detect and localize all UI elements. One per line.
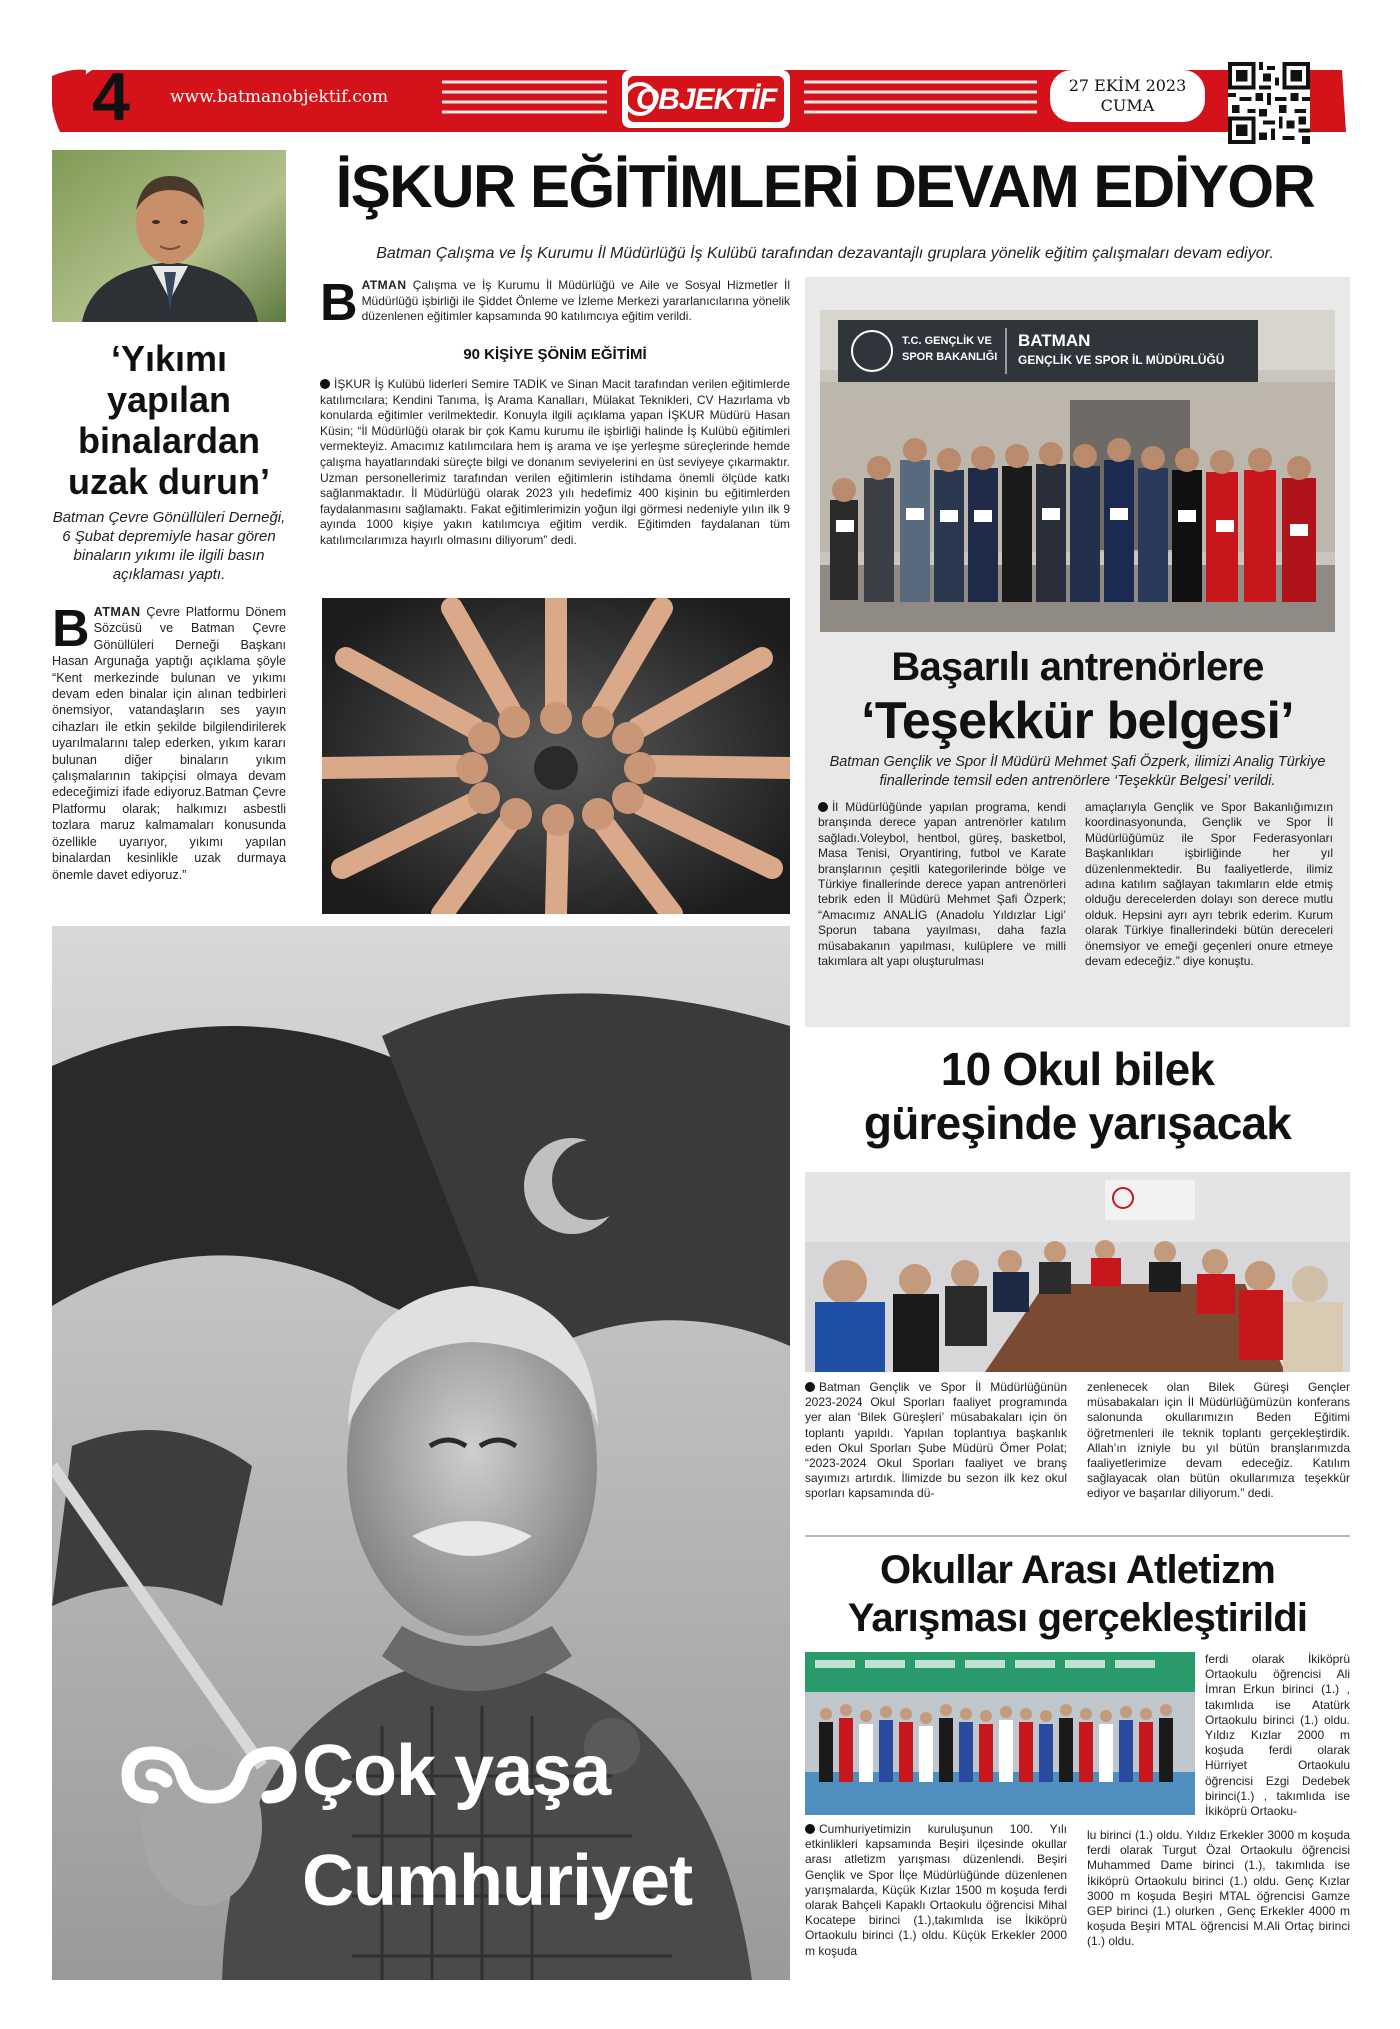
body-text: Cumhuriyetimizin kuruluşunun 100. Yılı etkinlikleri kapsamında Beşiri ilçesinde okullar arası atletizm yarışması düzenlendi. Beşiri Gençlik ve Spor İlçe Müdürlüğünde düzenlenen yarışmalarda, Küçük Kızlar 1500 m koşuda ferdi olarak Bahçeli Kapaklı Ortaokulu öğrencisi Mihal Kocatepe birinci (1.),takımlıda ise İkiköprü Ortaokulu birinci (1.) oldu. Küçük Erkekler 2000 m koşuda xyxy=(805,1822,1067,1958)
bank-logo-icon xyxy=(118,1735,298,1825)
page-number: 4 xyxy=(92,59,130,135)
wrist-body-col2: zenlenecek olan Bilek Güreşi Gençler müsabakaları için İl Müdürlüğümüzün konferans salonunda okullarımızın Beden Eğitimi öğretmenleri ile teknik toplantı gerçekleştirdik. Allah’ın izniyle bu yıl bütün branşlarımızda faaliyetlerimize devam edeceğiz. Katılım sağlayacak olan bütün okullarımıza teşekkür ediyor ve başarılar diliyorum.” dedi. xyxy=(1087,1380,1350,1501)
wrist-headline-line: güreşinde yarışacak xyxy=(863,1097,1292,1149)
main-headline: İŞKUR EĞİTİMLERİ DEVAM EDİYOR xyxy=(335,153,1315,220)
drop-cap: B xyxy=(320,274,358,332)
qr-code-icon[interactable] xyxy=(1228,62,1310,144)
logo-text: OBJEKTİF xyxy=(635,83,777,116)
lead-caps: ATMAN xyxy=(93,605,141,619)
left-story-subheadline: Batman Çevre Gönüllüleri Derneği, 6 Şubat depremiyle hasar gören binaların yıkımı ile ilgili basın açıklaması yaptı. xyxy=(52,509,286,583)
coach-body-col1 xyxy=(818,800,1066,969)
lead-caps: ATMAN xyxy=(361,278,407,292)
meeting-room-photo xyxy=(805,1172,1350,1372)
section-divider xyxy=(805,1535,1350,1537)
coach-subheadline: Batman Gençlik ve Spor İl Müdürü Mehmet Şafi Özperk, ilimizi Analig Türkiye finallerinde temsil eden antrenörlere ‘Teşekkür Belgesi’ verildi. xyxy=(829,754,1326,789)
main-subhead: 90 KİŞİYE ŞÖNİM EĞİTİMİ xyxy=(463,346,647,363)
athletics-headline xyxy=(805,1546,1350,1642)
bullet-icon xyxy=(805,1382,815,1392)
athletics-body-side: ferdi olarak İkiköprü Ortaokulu öğrencisi Ali İmran Erkun birinci (1.) , takımlıda ise Atatürk Ortaokulu birinci (1.) oldu. Yıldız Kızlar 2000 m koşuda ferdi olarak Hürriyet Ortaokulu öğrencisi Ezgi Dedebek birinci(1.) , takımlıda ise İkiköprü Ortaoku- xyxy=(1205,1652,1350,1819)
main-body xyxy=(320,377,790,549)
body-text: İŞKUR İş Kulübü liderleri Semire TADİK ve Sinan Macit tarafından verilen eğitimlerde katılımcılara; Kendini Tanıma, İş Arama Kanalları, Mülakat Teknikleri, CV Hazırlama vb konularda eğitimler verilmektedir. Konuyla ilgili açıklama yapan İŞKUR Müdürü Hasan Küsin; “İl Müdürlüğü olarak bir çok Kamu kurumu ile işbirliği halinde İş Kulübü eğitimleri vermekteyiz. Amacımız katılımcılara hem iş arama ve işe yerleşme süreçlerinde hemde çalışma hayatlarındaki süreçte bilgi ve donanım seviyelerini en üst seviyeye çıkarmaktır. Uzman personellerimiz tarafından verilen eğitimlerin istihdama önemli ölçüde katkı sağlanmaktadır. İl Müdürlüğü olarak 2023 yılı hedefimiz 400 kişinin bu eğitimlerden faydalanmasını sağlamaktı. Fakat eğitimlerimizin yoğun ilgi görmesi nedeniyle yılın ilk 9 ayında 1000 kişiye yakın katılımcıya eğitim verdik. Eğitimden faydalanan tüm katılımcılarımıza hayırlı olmasını diliyorum” dedi. xyxy=(320,377,790,547)
building-sign-text: SPOR BAKANLIĞI xyxy=(902,351,998,363)
building-sign-text: GENÇLİK VE SPOR İL MÜDÜRLÜĞÜ xyxy=(1018,353,1225,367)
body-text: Çevre Platformu Dönem Sözcüsü ve Batman Çevre Gönüllüleri Derneği Başkanı Hasan Argunağa yaptığı açıklama şöyle “Kent merkezinde bulunan ve yıkımı devam eden binalar için alınan tedbirleri önemsiyor, vatandaşların ses yayın cihazları ile etkin şekilde bilgilendirilerek uyarılmalarını talep ederken, yıkım kararı bulunan diğer binaların yıkım çalışmalarının takipçisi olmaya devam edeceğimizi ifade ediyoruz.Batman Çevre Platformu olarak; halkımızı asbestli tozlara maruz kalmamaları konusunda özellikle uyarıyor, yıkımı yapılan binalardan kesinlikle uzak durmaya önemle davet ediyoruz.” xyxy=(52,605,286,882)
coach-headline xyxy=(805,643,1350,751)
body-text: İl Müdürlüğünde yapılan programa, kendi branşında derece yapan antrenörler katılım sağladı.Voleybol, hentbol, güreş, basketbol, Masa Tenisi, Oryantiring, futbol ve Karate branşlarının çeşitli kategorilerinde bölge ve Türkiye finallerinde derece yapan antrenörleri tebrik eden İl Müdürü Mehmet Şafi Özperk; “Amacımız ANALİG (Anadolu Yıldızlar Ligi’ Sporun tabana yayılması, daha fazla müsabakanın yapılması, kulüplere ve milli takımlara alt yapı oluşturulması xyxy=(818,800,1066,969)
columnist-portrait xyxy=(52,150,286,322)
left-story-headline: ‘Yıkımı yapılan binalardan uzak durun’ xyxy=(67,338,270,502)
republic-slogan-line2: Cumhuriyet xyxy=(302,1841,693,1921)
body-text: Batman Gençlik ve Spor İl Müdürlüğünün 2023-2024 Okul Sporları faaliyet programında yer alan ‘Bilek Güreşleri’ müsabakaları için ön toplantı yapıldı. Yapılan toplantıya başkanlık eden Okul Sporları Şube Müdürü Ömer Polat; “2023-2024 Okul Sporları faaliyet ve branş sayımızı artırdık. İlimizde bu sezon ilk kez okul sporları kapsamında dü- xyxy=(805,1380,1067,1501)
coach-headline-line: ‘Teşekkür belgesi’ xyxy=(861,692,1294,750)
athletics-headline-line: Okullar Arası Atletizm xyxy=(879,1548,1276,1592)
wrist-headline-line: 10 Okul bilek xyxy=(940,1043,1215,1095)
athletics-body-col1 xyxy=(805,1822,1067,1959)
building-sign-text: BATMAN xyxy=(1018,331,1091,350)
building-sign-text: T.C. GENÇLİK VE xyxy=(902,335,992,347)
bullet-icon xyxy=(818,802,828,812)
issue-date xyxy=(1050,70,1205,122)
weekday-text: CUMA xyxy=(1100,96,1155,115)
bullet-icon xyxy=(320,379,330,389)
coach-body-col2: amaçlarıyla Gençlik ve Spor Bakanlığımızın koordinasyonunda, Gençlik ve Spor İl Müdürlüğümüz ile Spor Federasyonları Başkanlıkları işbirliğinde her yıl düzenlenmektedir. Bu faaliyetlerde, ilimiz adına katılım sağlayan takımların elde etmiş olduğu derecelerden dolayı son derece mutlu olduk. Hepsini ayrı ayrı tebrik ederim. Kurum olarak Türkiye finallerindeki bütün dereceleri önemsiyor ve emeği geçenleri onure etmeye devam edeceğiz.” diye konuştu. xyxy=(1085,800,1333,969)
main-lead xyxy=(320,274,790,332)
hands-circle-photo xyxy=(322,598,790,914)
main-subheadline: Batman Çalışma ve İş Kurumu İl Müdürlüğü İş Kulübü tarafından dezavantajlı gruplara yönelik eğitim çalışmaları devam ediyor. xyxy=(376,245,1274,262)
wrist-headline xyxy=(805,1042,1350,1150)
republic-slogan-line1: Çok yaşa xyxy=(302,1731,611,1811)
athletics-group-photo xyxy=(805,1652,1195,1815)
coach-award-photo xyxy=(820,310,1335,632)
lead-text: Çalışma ve İş Kurumu İl Müdürlüğü ve Aile ve Sosyal Hizmetler İl Müdürlüğü işbirliği ile Şiddet Önleme ve İzleme Merkezi yararlanıcılarına yönelik düzenlenen eğitimler kapsamında 90 katılımcıya eğitim verildi. xyxy=(361,278,790,324)
drop-cap: B xyxy=(52,600,90,658)
date-text: 27 EKİM 2023 xyxy=(1068,76,1187,95)
coach-headline-line: Başarılı antrenörlere xyxy=(891,645,1264,689)
left-story-body xyxy=(52,600,286,883)
athletics-body-col2: lu birinci (1.) oldu. Yıldız Erkekler 3000 m koşuda ferdi olarak Turgut Özal Ortaokulu öğrencisi Muhammed Dame birinci (1.), takımlıda ise İkiköprü Ortaokulu birinci (1.) oldu. Genç Kızlar 3000 m koşuda Beşiri MTAL öğrencisi Gamze GEP birinci (1.) olurken , Genç Erkekler 4000 m koşuda Beşiri MTAL öğrencisi M.Ali Ortaç birinci (1.) oldu. xyxy=(1087,1828,1350,1949)
website-link[interactable]: www.batmanobjektif.com xyxy=(170,87,389,107)
athletics-headline-line: Yarışması gerçekleştirildi xyxy=(847,1596,1308,1640)
wrist-body-col1 xyxy=(805,1380,1067,1502)
bullet-icon xyxy=(805,1824,815,1834)
